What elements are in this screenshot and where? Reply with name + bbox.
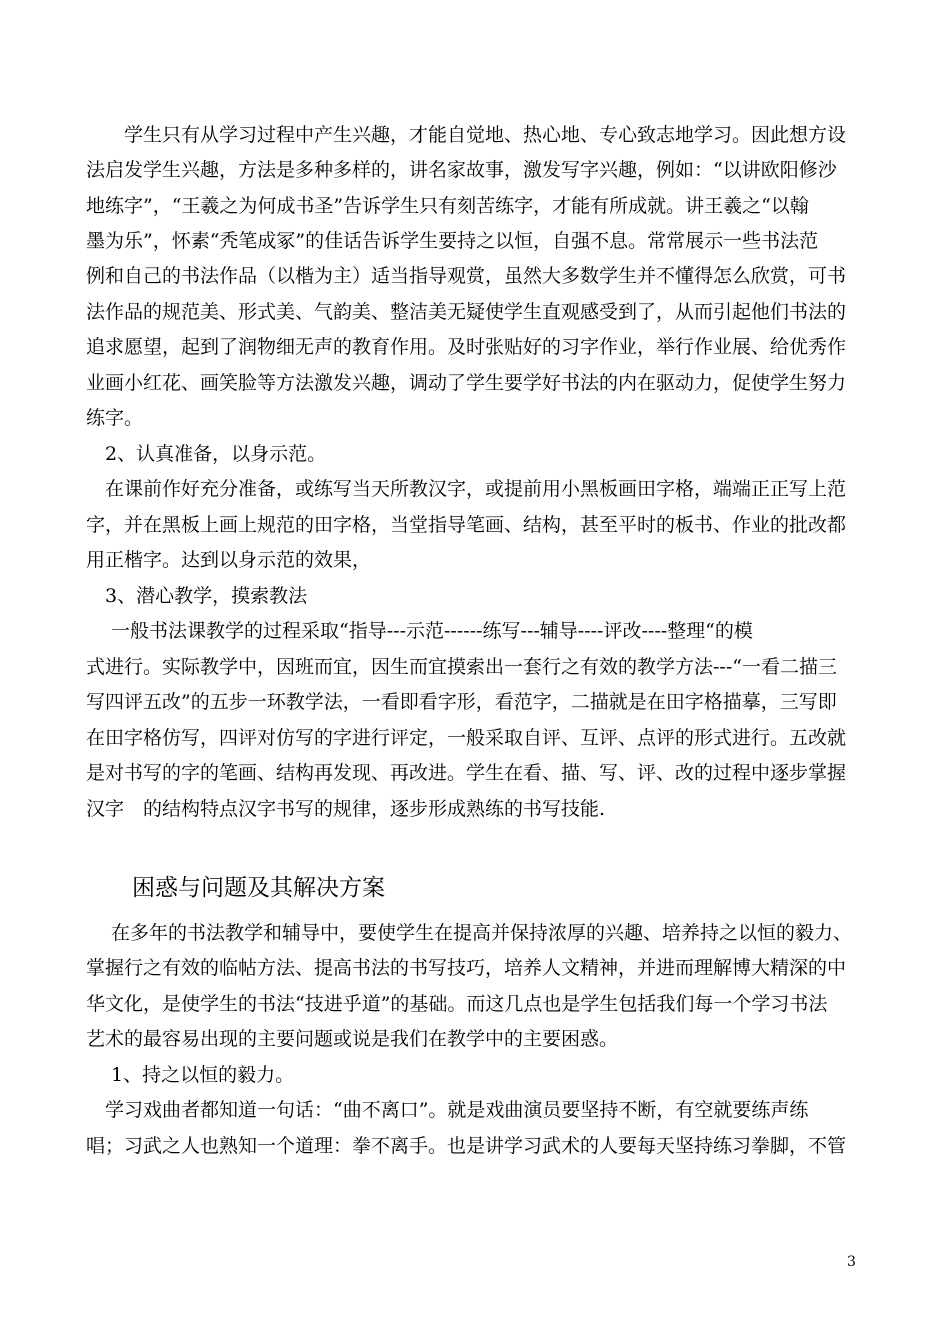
text-line: 学习戏曲者都知道一句话：“曲不离口”。就是戏曲演员要坚持不断，有空就要练声练	[86, 1099, 809, 1121]
text-line: 写四评五改”的五步一环教学法，一看即看字形，看范字，二描就是在田字格描摹，三写即	[86, 691, 837, 713]
list-item-title: 2、认真准备，以身示范。	[86, 443, 327, 465]
text-line: 法作品的规范美、形式美、气韵美、整洁美无疑使学生直观感受到了，从而引起他们书法的	[86, 301, 847, 323]
text-line: 汉字 的结构特点汉字书写的规律，逐步形成熟练的书写技能.	[86, 798, 606, 820]
text-line: 用正楷字。达到以身示范的效果，	[86, 549, 372, 571]
text-line: 华文化，是使学生的书法“技进乎道”的基础。而这几点也是学生包括我们每一个学习书法	[86, 993, 828, 1015]
text-line: 字，并在黑板上画上规范的田字格，当堂指导笔画、结构，甚至平时的板书、作业的批改都	[86, 514, 847, 536]
text-line: 唱；习武之人也熟知一个道理：拳不离手。也是讲学习武术的人要每天坚持练习拳脚，不管	[86, 1135, 847, 1157]
text-line: 在田字格仿写，四评对仿写的字进行评定，一般采取自评、互评、点评的形式进行。五改就	[86, 727, 847, 749]
text-line: 地练字”，“王羲之为何成书圣”告诉学生只有刻苦练字，才能有所成就。讲王羲之“以翰	[86, 195, 809, 217]
text-line: 掌握行之有效的临帖方法、提高书法的书写技巧，培养人文精神，并进而理解博大精深的中	[86, 957, 847, 979]
text-line: 艺术的最容易出现的主要问题或说是我们在教学中的主要困惑。	[86, 1028, 619, 1050]
text-line: 练字。	[86, 407, 144, 429]
text-line: 法启发学生兴趣，方法是多种多样的，讲名家故事，激发写字兴趣，例如：“以讲欧阳修沙	[86, 159, 837, 181]
text-line: 业画小红花、画笑脸等方法激发兴趣，调动了学生要学好书法的内在驱动力，促使学生努力	[86, 372, 847, 394]
list-item-title: 1、持之以恒的毅力。	[86, 1064, 295, 1086]
text-line: 式进行。实际教学中，因班而宜，因生而宜摸索出一套行之有效的教学方法---“一看二描三	[86, 656, 837, 678]
text-line: 追求愿望，起到了润物细无声的教育作用。及时张贴好的习字作业，举行作业展、给优秀作	[86, 336, 847, 358]
text-line: 墨为乐”，怀素“秃笔成冢”的佳话告诉学生要持之以恒，自强不息。常常展示一些书法范	[86, 230, 819, 252]
list-item-title: 3、潜心教学，摸索教法	[86, 585, 308, 607]
text-line: 在课前作好充分准备，或练写当天所教汉字，或提前用小黑板画田字格，端端正正写上范	[86, 478, 847, 500]
text-line: 是对书写的字的笔画、结构再发现、再改进。学生在看、描、写、评、改的过程中逐步掌握	[86, 762, 847, 784]
section-heading: 困惑与问题及其解决方案	[132, 875, 385, 901]
page-number: 3	[847, 1254, 856, 1270]
text-line: 例和自己的书法作品（以楷为主）适当指导观赏，虽然大多数学生并不懂得怎么欣赏，可书	[86, 265, 847, 287]
text-line: 在多年的书法教学和辅导中，要使学生在提高并保持浓厚的兴趣、培养持之以恒的毅力、	[86, 922, 853, 944]
text-line: 学生只有从学习过程中产生兴趣，才能自觉地、热心地、专心致志地学习。因此想方设	[86, 124, 847, 146]
text-line: 一般书法课教学的过程采取“指导---示范------练写---辅导----评改----整理“的模	[86, 620, 753, 642]
